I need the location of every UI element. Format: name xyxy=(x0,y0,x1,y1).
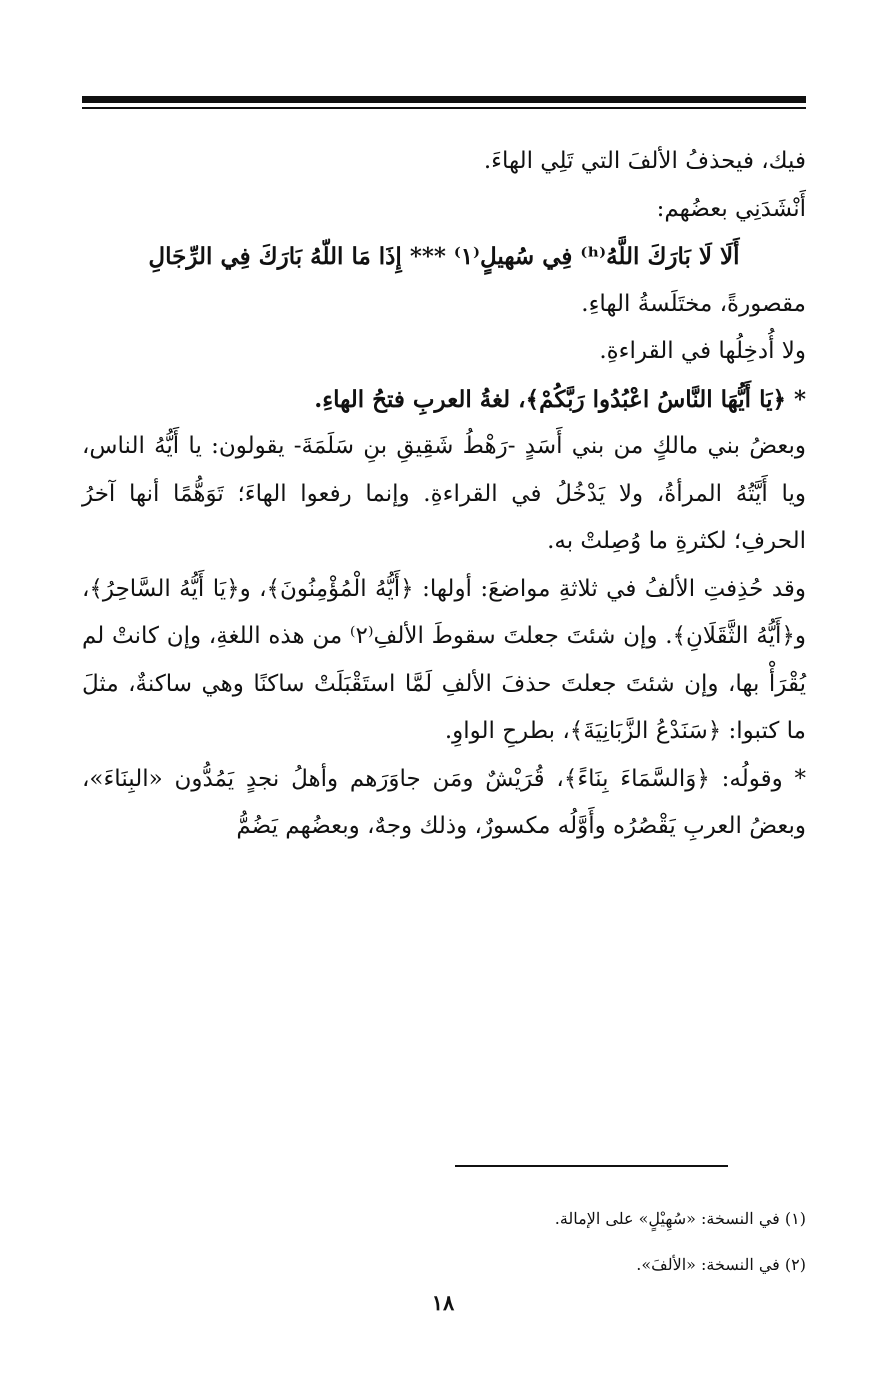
body-text xyxy=(82,138,806,851)
footnote: (٢) في النسخة: «الألفَ». xyxy=(636,1255,806,1274)
text-line: أَنْشَدَنِي بعضُهم: xyxy=(656,195,806,222)
footnote-separator xyxy=(455,1165,728,1167)
text-line: فيك، فيحذفُ الألفَ التي تَلِي الهاءَ. xyxy=(483,148,806,174)
poetry-verse: أَلَا لَا بَارَكَ اللَّهُ⁽ʰ⁾ فِي سُهيلٍ⁽١⁾ *** إِذَا مَا اللّهُ بَارَكَ فِي الرِّجَالِ xyxy=(148,243,740,270)
footnote: (١) في النسخة: «سُهِيْلٍ» على الإمالة. xyxy=(554,1209,806,1228)
page-number: ١٨ xyxy=(431,1290,455,1315)
paragraph: * وقولُه: ﴿وَالسَّمَاءَ بِنَاءً﴾، قُرَيْشٌ ومَن جاوَرَهم وأهلُ نجدٍ يَمُدُّون «البِنَاءَ»، وبعضُ العربِ يَقْصُرُه وأَوَّلُه مكسورٌ، وذلك وجهٌ، وبعضُهم يَضُمُّ xyxy=(82,765,806,839)
paragraph: وبعضُ بني مالكٍ من بني أَسَدٍ -رَهْطُ شَقِيقِ بنِ سَلَمَةَ- يقولون: يا أَيُّهُ الناس، ويا أَيَّتُهُ المرأةُ، ولا يَدْخُلُ في القراءةِ. وإنما رفعوا الهاءَ؛ تَوَهُّمًا أنها آخرُ الحرفِ؛ لكثرةِ ما وُصِلتْ به. xyxy=(82,433,806,554)
quran-verse-line: * ﴿يَا أَيُّهَا النَّاسُ اعْبُدُوا رَبَّكُمْ﴾، لغةُ العربِ فتحُ الهاءِ. xyxy=(314,385,806,413)
header-rule-thick xyxy=(82,96,806,103)
header-rule-thin xyxy=(82,107,806,109)
text-line: مقصورةً، مختَلَسةُ الهاءِ. xyxy=(581,290,806,317)
footnotes xyxy=(82,1196,806,1288)
paragraph: وقد حُذِفتِ الألفُ في ثلاثةِ مواضعَ: أولها: ﴿أَيُّهُ الْمُؤْمِنُونَ﴾، و﴿يَا أَيُّهُ السَّاحِرُ﴾، و﴿أَيُّهُ الثَّقَلَانِ﴾. وإن شئتَ جعلتَ سقوطَ الألفِ⁽٢⁾ من هذه اللغةِ، وإن كانتْ لم يُقْرَأْ بها، وإن شئتَ جعلتَ حذفَ الألفِ لَمَّا استَقْبَلَتْ ساكنًا وهي ساكنةٌ، مثلَ ما كتبوا: ﴿سَنَدْعُ الزَّبَانِيَةَ﴾، بطرحِ الواوِ. xyxy=(82,575,806,744)
text-line: ولا أُدخِلُها في القراءةِ. xyxy=(599,338,806,364)
